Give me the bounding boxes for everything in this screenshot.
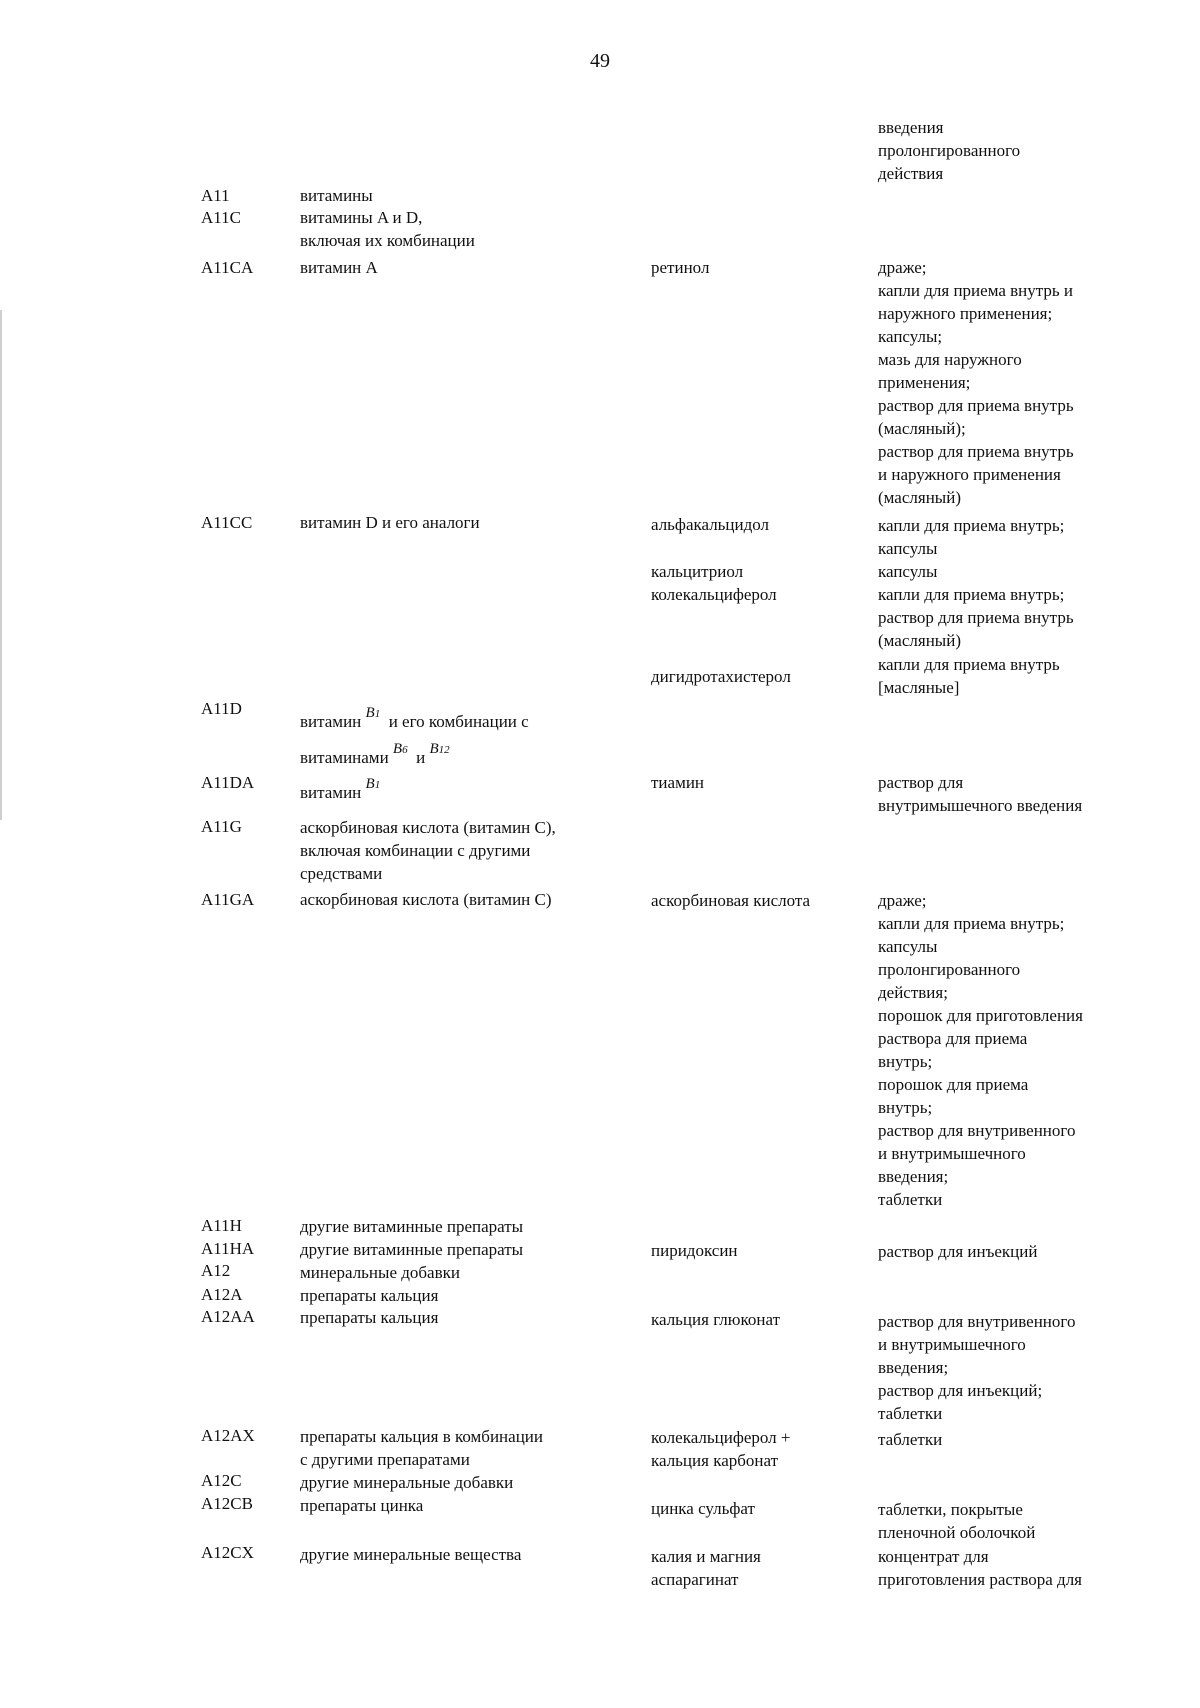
vitamin-subscript: 1	[374, 779, 381, 791]
atc-code: A11G	[201, 817, 242, 836]
dosage-form: капсулы	[878, 562, 938, 581]
dosage-form: раствор для внутривенного и внутримышечного введения; раствор для инъекций; таблетки	[878, 1312, 1076, 1423]
atc-group: витамин A	[300, 258, 378, 277]
atc-group: препараты кальция	[300, 1286, 439, 1305]
dosage-form: таблетки	[878, 1430, 943, 1449]
substance: колекальциферол + кальция карбонат	[651, 1428, 791, 1470]
vitamin-symbol	[393, 741, 408, 757]
atc-code: A11	[201, 186, 230, 205]
atc-code: A11DA	[201, 773, 255, 792]
atc-code: A12AX	[201, 1426, 255, 1445]
atc-code: A11CA	[201, 258, 254, 277]
atc-group: препараты кальция	[300, 1308, 439, 1327]
vitamin-subscript: 1	[374, 708, 381, 720]
substance: кальция глюконат	[651, 1310, 781, 1329]
atc-group: витамины	[300, 186, 373, 205]
substance: калия и магния аспарагинат	[651, 1547, 761, 1589]
substance: дигидротахистерол	[651, 667, 791, 686]
dosage-form: капли для приема внутрь; капсулы	[878, 516, 1065, 558]
vitamin-symbol	[366, 705, 381, 721]
atc-code: A11CC	[201, 513, 253, 532]
atc-group-line	[300, 741, 450, 772]
atc-group: витамин D и его аналоги	[300, 513, 480, 532]
atc-group: аскорбиновая кислота (витамин C), включая комбинации с другими средствами	[300, 818, 556, 883]
atc-group: другие витаминные препараты	[300, 1217, 524, 1236]
atc-group: препараты цинка	[300, 1496, 424, 1515]
group-text: витамин	[300, 783, 362, 802]
substance: кальцитриол	[651, 562, 744, 581]
atc-code: A12AA	[201, 1307, 255, 1326]
dosage-form: капли для приема внутрь [масляные]	[878, 655, 1060, 697]
atc-group: витамины A и D, включая их комбинации	[300, 208, 475, 250]
group-text: витаминами	[300, 748, 389, 767]
atc-group: минеральные добавки	[300, 1263, 460, 1282]
dosage-form: введения пролонгированного действия	[878, 118, 1021, 183]
vitamin-subscript: 6	[402, 744, 408, 756]
dosage-form: раствор для инъекций	[878, 1242, 1038, 1261]
substance: альфакальцидол	[651, 515, 770, 534]
atc-group: другие минеральные добавки	[300, 1473, 514, 1492]
vitamin-letter: B	[365, 776, 375, 792]
atc-group-line	[300, 705, 529, 736]
substance: ретинол	[651, 258, 710, 277]
atc-group: аскорбиновая кислота (витамин C)	[300, 890, 552, 909]
dosage-form: капли для приема внутрь; раствор для приема внутрь (масляный)	[878, 585, 1074, 650]
atc-code: A11GA	[201, 890, 255, 909]
group-text: витамин	[300, 712, 362, 731]
dosage-form: таблетки, покрытые пленочной оболочкой	[878, 1500, 1036, 1542]
atc-code: A11H	[201, 1216, 242, 1235]
dosage-form: драже; капли для приема внутрь; капсулы пролонгированного действия; порошок для приготовления раствора для приема внутрь; порошок для приема внутрь; раствор для внутривенного и внутримышечного введения; таблетки	[878, 891, 1083, 1209]
group-text: и его комбинации с	[388, 712, 529, 731]
scan-edge-line	[0, 310, 2, 820]
vitamin-symbol	[429, 741, 449, 757]
substance: тиамин	[651, 773, 705, 792]
atc-code: A12A	[201, 1285, 243, 1304]
atc-code: A12C	[201, 1471, 242, 1490]
dosage-form: концентрат для приготовления раствора для	[878, 1547, 1082, 1589]
atc-group: другие минеральные вещества	[300, 1545, 522, 1564]
atc-group: препараты кальция в комбинации с другими препаратами	[300, 1427, 543, 1469]
dosage-form: раствор для внутримышечного введения	[878, 773, 1083, 815]
atc-code: A11HA	[201, 1239, 255, 1258]
page-number: 49	[590, 50, 610, 72]
atc-group-line	[300, 776, 381, 807]
group-text: и	[416, 748, 426, 767]
substance: пиридоксин	[651, 1241, 738, 1260]
vitamin-letter: B	[392, 741, 403, 757]
substance: аскорбиновая кислота	[651, 891, 811, 910]
vitamin-symbol	[366, 776, 381, 792]
atc-group: другие витаминные препараты	[300, 1240, 524, 1259]
dosage-form: драже; капли для приема внутрь и наружного применения; капсулы; мазь для наружного применения; раствор для приема внутрь (масляный); раствор для приема внутрь и наружного применения (масляный)	[878, 258, 1074, 507]
vitamin-letter: B	[365, 705, 375, 721]
atc-code: A12CX	[201, 1543, 254, 1562]
atc-code: A12	[201, 1261, 231, 1280]
vitamin-subscript: 12	[438, 744, 450, 756]
vitamin-letter: B	[429, 741, 439, 757]
substance: цинка сульфат	[651, 1499, 755, 1518]
atc-code: A11C	[201, 208, 241, 227]
atc-code: A11D	[201, 699, 242, 718]
atc-code: A12CB	[201, 1494, 253, 1513]
substance: колекальциферол	[651, 585, 777, 604]
